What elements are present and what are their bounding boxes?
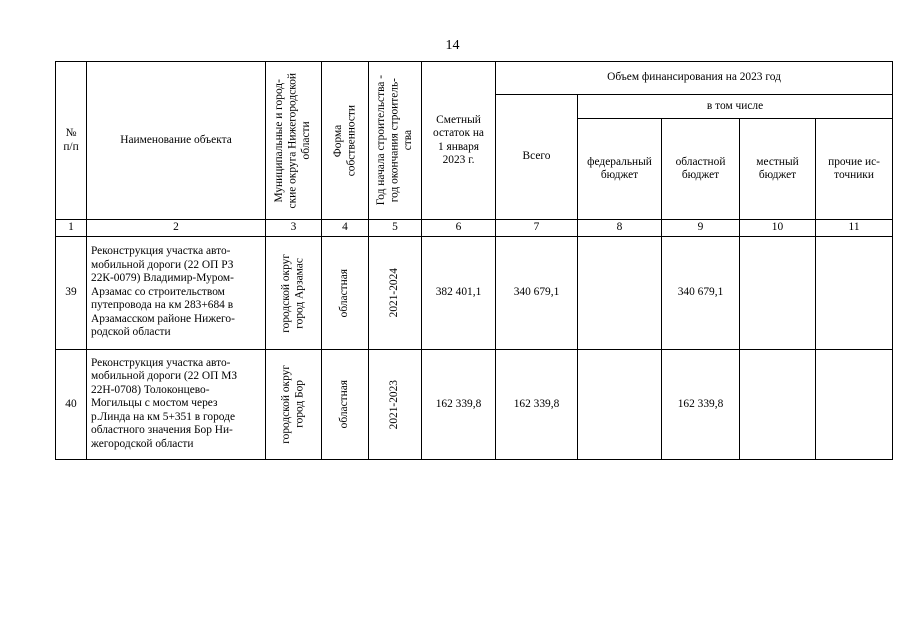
column-number: 6 — [422, 220, 496, 237]
header-municipal: Муниципальные и город- ские округа Нижегородской области — [273, 72, 313, 209]
column-number: 10 — [740, 220, 816, 237]
column-number: 1 — [56, 220, 87, 237]
header-federal: федеральный бюджет — [578, 119, 662, 220]
column-number: 9 — [662, 220, 740, 237]
header-row-1 — [56, 62, 893, 95]
row-num: 40 — [56, 350, 87, 460]
row-municipal-cell — [266, 237, 322, 350]
column-number: 2 — [87, 220, 266, 237]
header-other: прочие ис- точники — [816, 119, 893, 220]
row-other — [816, 237, 893, 350]
row-name-cell — [87, 237, 266, 350]
table-row — [56, 237, 893, 350]
row-years: 2021-2023 — [388, 379, 401, 430]
row-regional: 340 679,1 — [662, 237, 740, 350]
financing-table — [55, 61, 893, 460]
column-number-row — [56, 220, 893, 237]
header-years-cell — [369, 62, 422, 220]
row-years: 2021-2024 — [388, 268, 401, 318]
row-municipal: городской округ город Бор — [280, 365, 306, 444]
row-local — [740, 237, 816, 350]
header-ownership: Форма собственности — [331, 104, 357, 177]
row-years-cell — [369, 350, 422, 460]
row-total: 162 339,8 — [496, 350, 578, 460]
column-number: 5 — [369, 220, 422, 237]
row-num: 39 — [56, 237, 87, 350]
row-federal — [578, 350, 662, 460]
header-municipal-cell — [266, 62, 322, 220]
column-number: 4 — [322, 220, 369, 237]
row-ownership: областная — [338, 380, 351, 429]
header-total: Всего — [496, 95, 578, 220]
row-federal — [578, 237, 662, 350]
row-name-cell — [87, 350, 266, 460]
row-local — [740, 350, 816, 460]
column-number: 7 — [496, 220, 578, 237]
row-municipal: городской округ город Арзамас — [280, 253, 306, 333]
row-ownership-cell — [322, 350, 369, 460]
row-total: 340 679,1 — [496, 237, 578, 350]
table-row — [56, 350, 893, 460]
row-ownership-cell — [322, 237, 369, 350]
header-funding-group: Объем финансирования на 2023 год — [496, 62, 893, 95]
row-estimate: 162 339,8 — [422, 350, 496, 460]
column-number: 11 — [816, 220, 893, 237]
header-num: № п/п — [56, 62, 87, 220]
row-other — [816, 350, 893, 460]
page-number: 14 — [445, 38, 460, 53]
column-number: 8 — [578, 220, 662, 237]
row-name: Реконструкция участка авто- мобильной дороги (22 ОП РЗ 22К-0079) Владимир-Муром- Арзамас со строительством путепровода на км 283+684 в Арзамасском районе Нижего- родской области — [91, 245, 235, 339]
header-name: Наименование объекта — [87, 62, 266, 220]
row-ownership: областная — [338, 268, 351, 318]
column-number: 3 — [266, 220, 322, 237]
header-ownership-cell — [322, 62, 369, 220]
row-name: Реконструкция участка авто- мобильной дороги (22 ОП МЗ 22Н-0708) Толоконцево- Могильцы с мостом через р.Линда на км 5+351 в городе областного значения Бор Ни- жегородской области — [91, 356, 238, 450]
row-municipal-cell — [266, 350, 322, 460]
header-estimate: Сметный остаток на 1 января 2023 г. — [422, 62, 496, 220]
row-estimate: 382 401,1 — [422, 237, 496, 350]
row-regional: 162 339,8 — [662, 350, 740, 460]
header-years: Год начала строительства - год окончания строитель- ства — [374, 75, 414, 206]
row-years-cell — [369, 237, 422, 350]
header-local: местный бюджет — [740, 119, 816, 220]
header-including: в том числе — [578, 95, 893, 119]
header-regional: областной бюджет — [662, 119, 740, 220]
